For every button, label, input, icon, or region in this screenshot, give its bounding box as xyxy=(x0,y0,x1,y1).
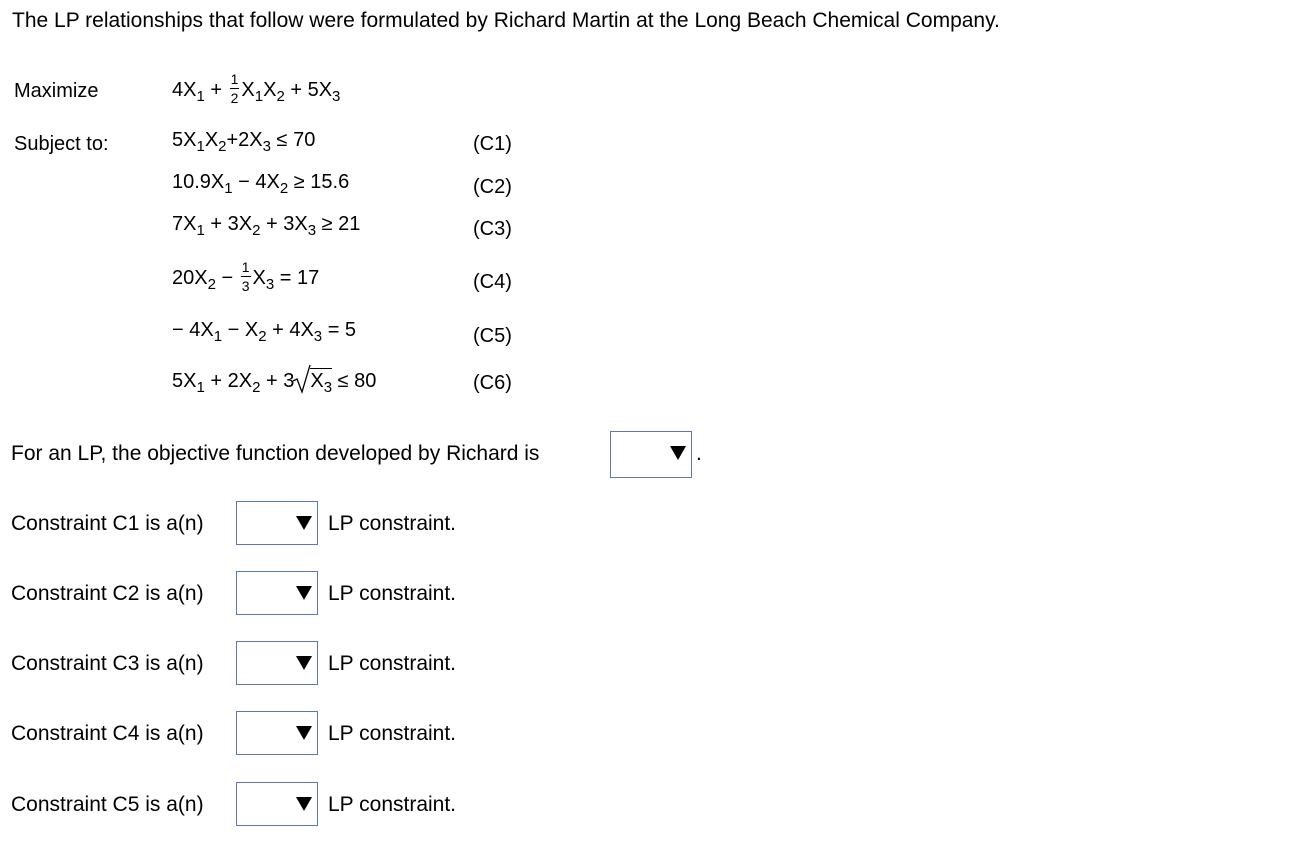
constraint-c3-question-suffix: LP constraint. xyxy=(328,652,457,675)
constraint-c1-question-suffix: LP constraint. xyxy=(328,512,457,535)
constraint-c4-type-dropdown[interactable] xyxy=(236,711,318,755)
dropdown-arrow-icon xyxy=(296,656,312,670)
constraint-c3-question-label: Constraint C3 is a(n) xyxy=(11,652,204,675)
constraint-c2-expression: $10.9X_1 - 4X_2 \ge 15.6$ xyxy=(172,171,350,197)
constraint-c5-type-dropdown[interactable] xyxy=(236,782,318,826)
constraint-c5-question-suffix: LP constraint. xyxy=(328,793,457,816)
objective-question-text: For an LP, the objective function developed by Richard is xyxy=(11,442,540,465)
constraint-c4-question-suffix: LP constraint. xyxy=(328,722,457,745)
constraint-c4-expression: $20X_2$ − $\frac{1}{3}$ $X_3 = 17$ xyxy=(172,259,320,295)
constraint-c2-question-suffix: LP constraint. xyxy=(328,582,457,605)
constraint-c4-question-label: Constraint C4 is a(n) xyxy=(11,722,204,745)
constraint-c3-expression: $7X_1 + 3X_2 + 3X_3 \ge 21$ xyxy=(172,213,361,239)
constraint-id-c1: (C1) xyxy=(473,133,512,155)
constraint-c1-type-dropdown[interactable] xyxy=(236,501,318,545)
constraint-c3-type-dropdown[interactable] xyxy=(236,641,318,685)
constraint-id-c5: (C5) xyxy=(473,325,512,347)
dropdown-arrow-icon xyxy=(296,797,312,811)
maximize-label: Maximize xyxy=(14,80,99,102)
constraint-id-c6: (C6) xyxy=(473,372,512,394)
dropdown-arrow-icon xyxy=(670,446,686,460)
objective-fraction: $\frac{1}{2}$ xyxy=(230,71,239,107)
subject-to-label: Subject to: xyxy=(14,133,109,155)
dropdown-arrow-icon xyxy=(296,586,312,600)
constraint-id-c3: (C3) xyxy=(473,218,512,240)
constraint-id-c4: (C4) xyxy=(473,271,512,293)
objective-question-period: . xyxy=(696,442,702,465)
constraint-c5-question-label: Constraint C5 is a(n) xyxy=(11,793,204,816)
sqrt-symbol: $X_3$ xyxy=(294,368,332,393)
constraint-c2-type-dropdown[interactable] xyxy=(236,571,318,615)
dropdown-arrow-icon xyxy=(296,516,312,530)
constraint-c1-expression: $5X_1X_2+2X_3 \le 70$ xyxy=(172,129,316,155)
constraint-c5-expression: − $4X_1 - X_2 + 4X_3 = 5$ xyxy=(172,319,357,345)
objective-expression: $4X_1$ + $\frac{1}{2}$ $X_1X_2 + 5X_3$ xyxy=(172,71,341,107)
constraint-c4-fraction: $\frac{1}{3}$ xyxy=(241,259,250,295)
constraint-c1-question-label: Constraint C1 is a(n) xyxy=(11,512,204,535)
objective-type-dropdown[interactable] xyxy=(610,431,692,478)
dropdown-arrow-icon xyxy=(296,726,312,740)
constraint-id-c2: (C2) xyxy=(473,176,512,198)
constraint-c2-question-label: Constraint C2 is a(n) xyxy=(11,582,204,605)
constraint-c6-expression: $5X_1 + 2X_2 + 3$ $X_3 \le 80$ xyxy=(172,368,376,393)
intro-text: The LP relationships that follow were formulated by Richard Martin at the Long Beach Chemical Company. xyxy=(12,9,1000,32)
